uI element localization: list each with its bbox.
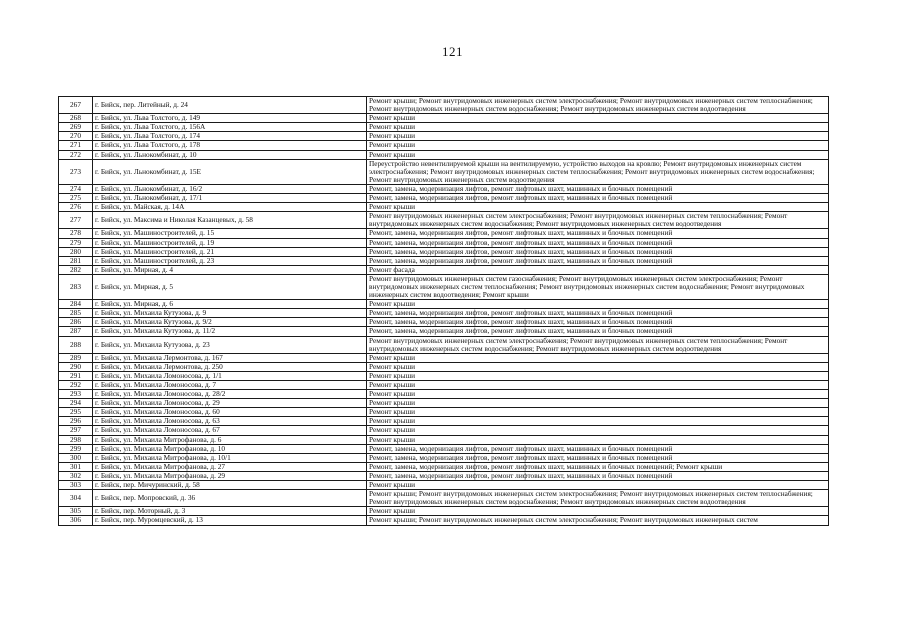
address-cell: г. Бийск, ул. Михаила Ломоносова, д. 1/1	[93, 371, 367, 380]
row-number-cell: 288	[59, 336, 93, 353]
table-row	[59, 481, 829, 490]
works-cell: Ремонт крыши	[367, 362, 829, 371]
address-cell: г. Бийск, ул. Михаила Ломоносова, д. 63	[93, 417, 367, 426]
row-number-cell: 298	[59, 435, 93, 444]
works-cell: Ремонт крыши; Ремонт внутридомовых инженерных систем электроснабжения; Ремонт внутридомовых инженерных систем теплоснабжения; Ремонт внутридомовых инженерных систем водоснабжения; Ремонт внутридомовых инженерных систем водоотведения	[367, 490, 829, 507]
address-cell: г. Бийск, пер. Литейный, д. 24	[93, 97, 367, 114]
address-cell: г. Бийск, ул. Льва Толстого, д. 156А	[93, 123, 367, 132]
table-row	[59, 229, 829, 238]
row-number-cell: 291	[59, 371, 93, 380]
works-cell: Ремонт, замена, модернизация лифтов, ремонт лифтовых шахт, машинных и блочных помещений	[367, 256, 829, 265]
address-cell: г. Бийск, ул. Михаила Кутузова, д. 11/2	[93, 327, 367, 336]
works-cell: Ремонт, замена, модернизация лифтов, ремонт лифтовых шахт, машинных и блочных помещений	[367, 318, 829, 327]
row-number-cell: 273	[59, 159, 93, 184]
works-cell: Ремонт, замена, модернизация лифтов, ремонт лифтовых шахт, машинных и блочных помещений	[367, 229, 829, 238]
table-row	[59, 507, 829, 516]
works-cell: Ремонт крыши	[367, 426, 829, 435]
row-number-cell: 289	[59, 353, 93, 362]
address-cell: г. Бийск, ул. Льва Толстого, д. 149	[93, 114, 367, 123]
address-cell: г. Бийск, ул. Михаила Митрофанова, д. 10/1	[93, 453, 367, 462]
works-cell: Ремонт крыши	[367, 390, 829, 399]
row-number-cell: 299	[59, 444, 93, 453]
row-number-cell: 304	[59, 490, 93, 507]
row-number-cell: 271	[59, 141, 93, 150]
row-number-cell: 281	[59, 256, 93, 265]
table-row	[59, 256, 829, 265]
table-row	[59, 203, 829, 212]
row-number-cell: 286	[59, 318, 93, 327]
works-cell: Ремонт, замена, модернизация лифтов, ремонт лифтовых шахт, машинных и блочных помещений; Ремонт крыши	[367, 462, 829, 471]
row-number-cell: 272	[59, 150, 93, 159]
address-cell: г. Бийск, ул. Михаила Кутузова, д. 23	[93, 336, 367, 353]
table-row	[59, 141, 829, 150]
works-cell: Ремонт крыши	[367, 123, 829, 132]
address-cell: г. Бийск, ул. Мирная, д. 6	[93, 300, 367, 309]
table-row	[59, 371, 829, 380]
works-cell: Ремонт, замена, модернизация лифтов, ремонт лифтовых шахт, машинных и блочных помещений	[367, 247, 829, 256]
table-row	[59, 362, 829, 371]
address-cell: г. Бийск, ул. Машиностроителей, д. 21	[93, 247, 367, 256]
table-row	[59, 453, 829, 462]
address-cell: г. Бийск, ул. Михаила Ломоносова, д. 67	[93, 426, 367, 435]
table-row	[59, 159, 829, 184]
works-cell: Ремонт крыши	[367, 507, 829, 516]
row-number-cell: 297	[59, 426, 93, 435]
address-cell: г. Бийск, ул. Машиностроителей, д. 15	[93, 229, 367, 238]
works-cell: Ремонт крыши	[367, 417, 829, 426]
address-cell: г. Бийск, пер. Мичуринский, д. 58	[93, 481, 367, 490]
works-cell: Переустройство невентилируемой крыши на вентилируемую, устройство выходов на кровлю; Ремонт внутридомовых инженерных систем электроснабжения; Ремонт внутридомовых инженерных систем теплоснабжения; Ремонт внутридомовых инженерных систем водоснабжения; Ремонт внутридомовых инженерных систем водоотведения	[367, 159, 829, 184]
address-cell: г. Бийск, ул. Михаила Кутузова, д. 9/2	[93, 318, 367, 327]
works-cell: Ремонт внутридомовых инженерных систем электроснабжения; Ремонт внутридомовых инженерных систем теплоснабжения; Ремонт внутридомовых инженерных систем водоснабжения; Ремонт внутридомовых инженерных систем водоотведения	[367, 212, 829, 229]
document-sheet	[58, 96, 828, 526]
table-row	[59, 336, 829, 353]
table-row	[59, 318, 829, 327]
works-cell: Ремонт крыши	[367, 150, 829, 159]
works-cell: Ремонт крыши	[367, 141, 829, 150]
table-row	[59, 399, 829, 408]
works-cell: Ремонт крыши	[367, 435, 829, 444]
repair-works-table	[58, 96, 829, 526]
row-number-cell: 295	[59, 408, 93, 417]
table-row	[59, 516, 829, 525]
row-number-cell: 306	[59, 516, 93, 525]
works-cell: Ремонт крыши; Ремонт внутридомовых инженерных систем электроснабжения; Ремонт внутридомовых инженерных систем теплоснабжения; Ремонт внутридомовых инженерных систем водоснабжения; Ремонт внутридомовых инженерных систем водоотведения	[367, 97, 829, 114]
address-cell: г. Бийск, ул. Михаила Митрофанова, д. 6	[93, 435, 367, 444]
address-cell: г. Бийск, ул. Льнокомбинат, д. 17/1	[93, 194, 367, 203]
table-row	[59, 471, 829, 480]
works-cell: Ремонт, замена, модернизация лифтов, ремонт лифтовых шахт, машинных и блочных помещений	[367, 184, 829, 193]
address-cell: г. Бийск, ул. Льва Толстого, д. 178	[93, 141, 367, 150]
works-cell: Ремонт крыши	[367, 132, 829, 141]
table-body	[59, 97, 829, 526]
row-number-cell: 284	[59, 300, 93, 309]
table-row	[59, 132, 829, 141]
address-cell: г. Бийск, ул. Михаила Ломоносова, д. 60	[93, 408, 367, 417]
table-row	[59, 353, 829, 362]
works-cell: Ремонт крыши	[367, 114, 829, 123]
table-row	[59, 309, 829, 318]
address-cell: г. Бийск, пер. Муромцевский, д. 13	[93, 516, 367, 525]
works-cell: Ремонт, замена, модернизация лифтов, ремонт лифтовых шахт, машинных и блочных помещений	[367, 309, 829, 318]
address-cell: г. Бийск, пер. Мопровский, д. 36	[93, 490, 367, 507]
table-row	[59, 462, 829, 471]
table-row	[59, 150, 829, 159]
row-number-cell: 278	[59, 229, 93, 238]
row-number-cell: 303	[59, 481, 93, 490]
row-number-cell: 290	[59, 362, 93, 371]
table-row	[59, 184, 829, 193]
works-cell: Ремонт внутридомовых инженерных систем электроснабжения; Ремонт внутридомовых инженерных систем теплоснабжения; Ремонт внутридомовых инженерных систем водоснабжения; Ремонт внутридомовых инженерных систем водоотведения	[367, 336, 829, 353]
row-number-cell: 282	[59, 265, 93, 274]
table-row	[59, 390, 829, 399]
row-number-cell: 280	[59, 247, 93, 256]
works-cell: Ремонт, замена, модернизация лифтов, ремонт лифтовых шахт, машинных и блочных помещений	[367, 194, 829, 203]
works-cell: Ремонт, замена, модернизация лифтов, ремонт лифтовых шахт, машинных и блочных помещений	[367, 238, 829, 247]
address-cell: г. Бийск, ул. Льнокомбинат, д. 10	[93, 150, 367, 159]
row-number-cell: 285	[59, 309, 93, 318]
table-row	[59, 247, 829, 256]
row-number-cell: 268	[59, 114, 93, 123]
table-row	[59, 274, 829, 299]
table-row	[59, 114, 829, 123]
row-number-cell: 296	[59, 417, 93, 426]
row-number-cell: 270	[59, 132, 93, 141]
address-cell: г. Бийск, ул. Мирная, д. 4	[93, 265, 367, 274]
row-number-cell: 287	[59, 327, 93, 336]
address-cell: г. Бийск, ул. Михаила Ломоносова, д. 29	[93, 399, 367, 408]
row-number-cell: 293	[59, 390, 93, 399]
address-cell: г. Бийск, ул. Михаила Митрофанова, д. 27	[93, 462, 367, 471]
row-number-cell: 302	[59, 471, 93, 480]
address-cell: г. Бийск, пер. Моторный, д. 3	[93, 507, 367, 516]
row-number-cell: 274	[59, 184, 93, 193]
works-cell: Ремонт крыши	[367, 371, 829, 380]
address-cell: г. Бийск, ул. Льнокомбинат, д. 16/2	[93, 184, 367, 193]
works-cell: Ремонт крыши	[367, 353, 829, 362]
table-row	[59, 97, 829, 114]
works-cell: Ремонт крыши	[367, 408, 829, 417]
table-row	[59, 417, 829, 426]
table-row	[59, 381, 829, 390]
works-cell: Ремонт крыши	[367, 381, 829, 390]
address-cell: г. Бийск, ул. Михаила Кутузова, д. 9	[93, 309, 367, 318]
works-cell: Ремонт фасада	[367, 265, 829, 274]
address-cell: г. Бийск, ул. Мирная, д. 5	[93, 274, 367, 299]
address-cell: г. Бийск, ул. Машиностроителей, д. 23	[93, 256, 367, 265]
address-cell: г. Бийск, ул. Льва Толстого, д. 174	[93, 132, 367, 141]
works-cell: Ремонт, замена, модернизация лифтов, ремонт лифтовых шахт, машинных и блочных помещений	[367, 444, 829, 453]
row-number-cell: 276	[59, 203, 93, 212]
table-row	[59, 194, 829, 203]
address-cell: г. Бийск, ул. Михаила Лермонтова, д. 167	[93, 353, 367, 362]
address-cell: г. Бийск, ул. Машиностроителей, д. 19	[93, 238, 367, 247]
table-row	[59, 444, 829, 453]
address-cell: г. Бийск, ул. Льнокомбинат, д. 15Е	[93, 159, 367, 184]
table-row	[59, 426, 829, 435]
works-cell: Ремонт, замена, модернизация лифтов, ремонт лифтовых шахт, машинных и блочных помещений	[367, 453, 829, 462]
row-number-cell: 269	[59, 123, 93, 132]
row-number-cell: 283	[59, 274, 93, 299]
table-row	[59, 238, 829, 247]
works-cell: Ремонт крыши	[367, 481, 829, 490]
table-row	[59, 490, 829, 507]
table-row	[59, 212, 829, 229]
works-cell: Ремонт крыши	[367, 300, 829, 309]
row-number-cell: 305	[59, 507, 93, 516]
address-cell: г. Бийск, ул. Майская, д. 14А	[93, 203, 367, 212]
table-row	[59, 327, 829, 336]
works-cell: Ремонт крыши	[367, 203, 829, 212]
works-cell: Ремонт крыши	[367, 399, 829, 408]
address-cell: г. Бийск, ул. Михаила Лермонтова, д. 250	[93, 362, 367, 371]
table-row	[59, 300, 829, 309]
address-cell: г. Бийск, ул. Михаила Ломоносова, д. 28/2	[93, 390, 367, 399]
table-row	[59, 123, 829, 132]
address-cell: г. Бийск, ул. Михаила Митрофанова, д. 10	[93, 444, 367, 453]
row-number-cell: 279	[59, 238, 93, 247]
table-row	[59, 435, 829, 444]
address-cell: г. Бийск, ул. Максима и Николая Казанцевых, д. 58	[93, 212, 367, 229]
address-cell: г. Бийск, ул. Михаила Митрофанова, д. 29	[93, 471, 367, 480]
works-cell: Ремонт внутридомовых инженерных систем газоснабжения; Ремонт внутридомовых инженерных систем электроснабжения; Ремонт внутридомовых инженерных систем теплоснабжения; Ремонт внутридомовых инженерных систем водоснабжения; Ремонт внутридомовых инженерных систем водоотведения; Ремонт крыши	[367, 274, 829, 299]
row-number-cell: 267	[59, 97, 93, 114]
table-row	[59, 408, 829, 417]
works-cell: Ремонт, замена, модернизация лифтов, ремонт лифтовых шахт, машинных и блочных помещений	[367, 471, 829, 480]
row-number-cell: 292	[59, 381, 93, 390]
row-number-cell: 301	[59, 462, 93, 471]
row-number-cell: 277	[59, 212, 93, 229]
page-number: 121	[442, 44, 463, 59]
row-number-cell: 294	[59, 399, 93, 408]
address-cell: г. Бийск, ул. Михаила Ломоносова, д. 7	[93, 381, 367, 390]
works-cell: Ремонт крыши; Ремонт внутридомовых инженерных систем электроснабжения; Ремонт внутридомовых инженерных систем	[367, 516, 829, 525]
table-row	[59, 265, 829, 274]
row-number-cell: 300	[59, 453, 93, 462]
works-cell: Ремонт, замена, модернизация лифтов, ремонт лифтовых шахт, машинных и блочных помещений	[367, 327, 829, 336]
row-number-cell: 275	[59, 194, 93, 203]
